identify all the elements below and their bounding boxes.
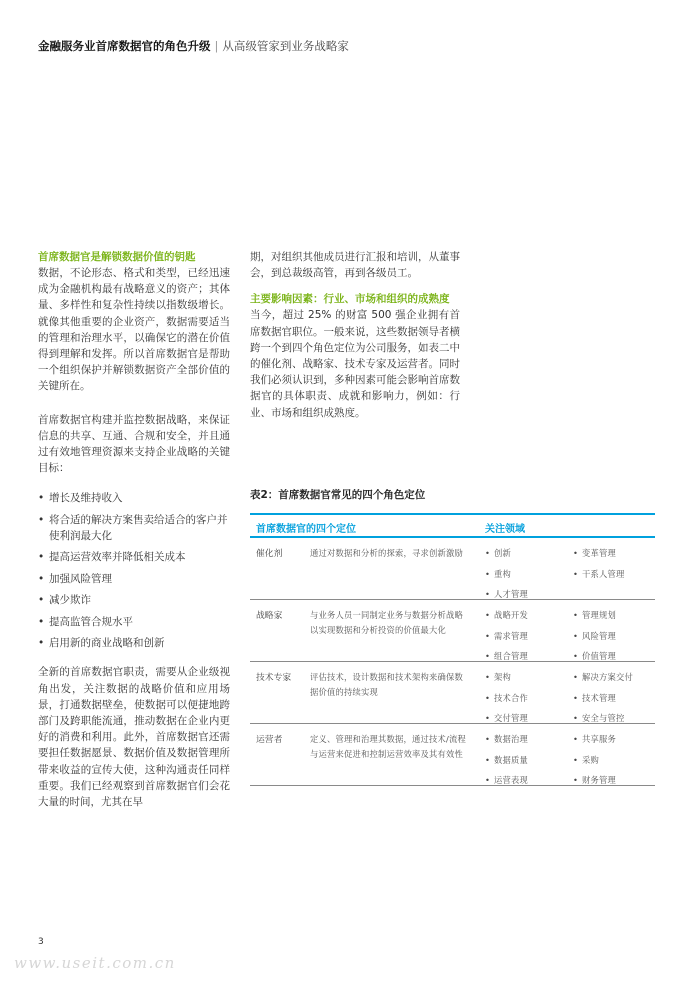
list-item: • 减少欺诈 xyxy=(38,592,230,608)
role-name: 战略家 xyxy=(256,611,283,621)
focus-item: • 风险管理 xyxy=(573,629,655,644)
list-item: • 启用新的商业战略和创新 xyxy=(38,635,230,651)
role-name: 催化剂 xyxy=(256,549,283,559)
list-item: • 提高运营效率并降低相关成本 xyxy=(38,549,230,565)
role-focus-areas xyxy=(485,670,655,726)
section-heading-factors: 主要影响因素：行业、市场和组织的成熟度 xyxy=(250,293,450,306)
focus-item: • 共享服务 xyxy=(573,732,655,747)
page-number: 3 xyxy=(38,937,44,947)
role-focus-areas xyxy=(485,608,655,664)
left-paragraph-2: 首席数据官构建并监控数据战略，来保证信息的共享、互通、合规和安全，并且通过有效地管理资源来支持企业战略的关键目标： xyxy=(38,413,230,475)
section-heading-cdo-key: 首席数据官是解锁数据价值的钥匙 xyxy=(38,251,196,263)
table-row xyxy=(250,538,655,600)
list-item: • 提高监管合规水平 xyxy=(38,614,230,630)
header-title: 金融服务业首席数据官的角色升级 xyxy=(38,39,211,53)
list-item: • 增长及维持收入 xyxy=(38,490,230,506)
table-row xyxy=(250,724,655,786)
left-paragraph-1: 数据，不论形态、格式和类型，已经迅速成为金融机构最有战略意义的资产；其体量、多样性和复杂性持续以指数级增长。就像其他重要的企业资产，数据需要适当的管理和治理水平，以确保它的潜在价值得到理解和发挥。所以首席数据官是帮助一个组织保护并解锁数据资产全部价值的关键所在。 xyxy=(38,267,230,393)
focus-item: • 价值管理 xyxy=(573,649,655,664)
focus-item: • 财务管理 xyxy=(573,773,655,788)
right-paragraph-continued: 期，对组织其他成员进行汇报和培训，从董事会，到总裁级高管，再到各级员工。 xyxy=(250,251,460,280)
list-item: • 将合适的解决方案售卖给适合的客户并使利润最大化 xyxy=(38,512,230,544)
role-description: 通过对数据和分析的探索，寻求创新激励 xyxy=(310,548,463,558)
focus-item: • 数据治理 xyxy=(485,732,573,747)
spacer xyxy=(38,656,230,664)
right-column xyxy=(250,249,460,421)
table-row xyxy=(250,600,655,662)
focus-item: • 运营表现 xyxy=(485,773,573,788)
focus-item: • 架构 xyxy=(485,670,573,685)
focus-item: • 技术合作 xyxy=(485,691,573,706)
role-focus-areas xyxy=(485,546,655,602)
spacer xyxy=(38,395,230,412)
focus-item: • 解决方案交付 xyxy=(573,670,655,685)
focus-item: • 技术管理 xyxy=(573,691,655,706)
role-name: 技术专家 xyxy=(256,673,292,683)
left-column xyxy=(38,249,230,810)
focus-item: • 数据质量 xyxy=(485,753,573,768)
role-description: 定义、管理和治理其数据，通过技术/流程与运营来促进和控制运营效率及其有效性 xyxy=(310,734,466,759)
column-header-roles: 首席数据官的四个定位 xyxy=(256,524,356,535)
column-header-focus: 关注领域 xyxy=(485,524,525,535)
focus-item: • 创新 xyxy=(485,546,573,561)
roles-table xyxy=(250,513,655,786)
goals-list xyxy=(38,490,230,651)
focus-item: • 战略开发 xyxy=(485,608,573,623)
page-header xyxy=(38,38,349,54)
focus-item: • 采购 xyxy=(573,753,655,768)
table-title: 表2：首席数据官常见的四个角色定位 xyxy=(250,489,426,501)
focus-item: • 干系人管理 xyxy=(573,567,655,582)
spacer xyxy=(250,281,460,291)
list-item: • 加强风险管理 xyxy=(38,571,230,587)
right-paragraph-1: 当今，超过 25% 的财富 500 强企业拥有首席数据官职位。一般来说，这些数据领导者横跨一个到四个角色定位为公司服务，如表二中的催化剂、战略家、技术专家及运营者。同时我们必须认识到，多种因素可能会影响首席数据官的具体职责、成就和影响力，例如：行业、市场和组织成熟度。 xyxy=(250,309,460,419)
watermark: www.useit.com.cn xyxy=(14,954,176,972)
focus-item: • 安全与管控 xyxy=(573,711,655,726)
role-name: 运营者 xyxy=(256,735,283,745)
focus-item: • 重构 xyxy=(485,567,573,582)
header-separator: | xyxy=(214,39,219,53)
table-header xyxy=(250,513,655,538)
role-focus-areas xyxy=(485,732,655,788)
focus-item: • 需求管理 xyxy=(485,629,573,644)
focus-item: • 人才管理 xyxy=(485,587,573,602)
role-description: 评估技术，设计数据和技术架构来确保数据价值的持续实现 xyxy=(310,672,463,697)
focus-item: • 组合管理 xyxy=(485,649,573,664)
table-row xyxy=(250,662,655,724)
focus-item: • 交付管理 xyxy=(485,711,573,726)
focus-item: • 变革管理 xyxy=(573,546,655,561)
left-paragraph-3: 全新的首席数据官职责，需要从企业级视角出发，关注数据的战略价值和应用场景，打通数据壁垒，使数据可以便捷地跨部门及跨职能流通，推动数据在企业内更好的消费和利用。此外，首席数据官还需要担任数据愿景、数据价值及数据管理所带来收益的宣传大使，这种沟通责任同样重要。我们已经观察到首席数据官们会花大量的时间，尤其在早 xyxy=(38,666,230,808)
header-subtitle: 从高级管家到业务战略家 xyxy=(222,39,349,53)
focus-item: • 管理规划 xyxy=(573,608,655,623)
role-description: 与业务人员一同制定业务与数据分析战略以实现数据和分析投资的价值最大化 xyxy=(310,610,463,635)
